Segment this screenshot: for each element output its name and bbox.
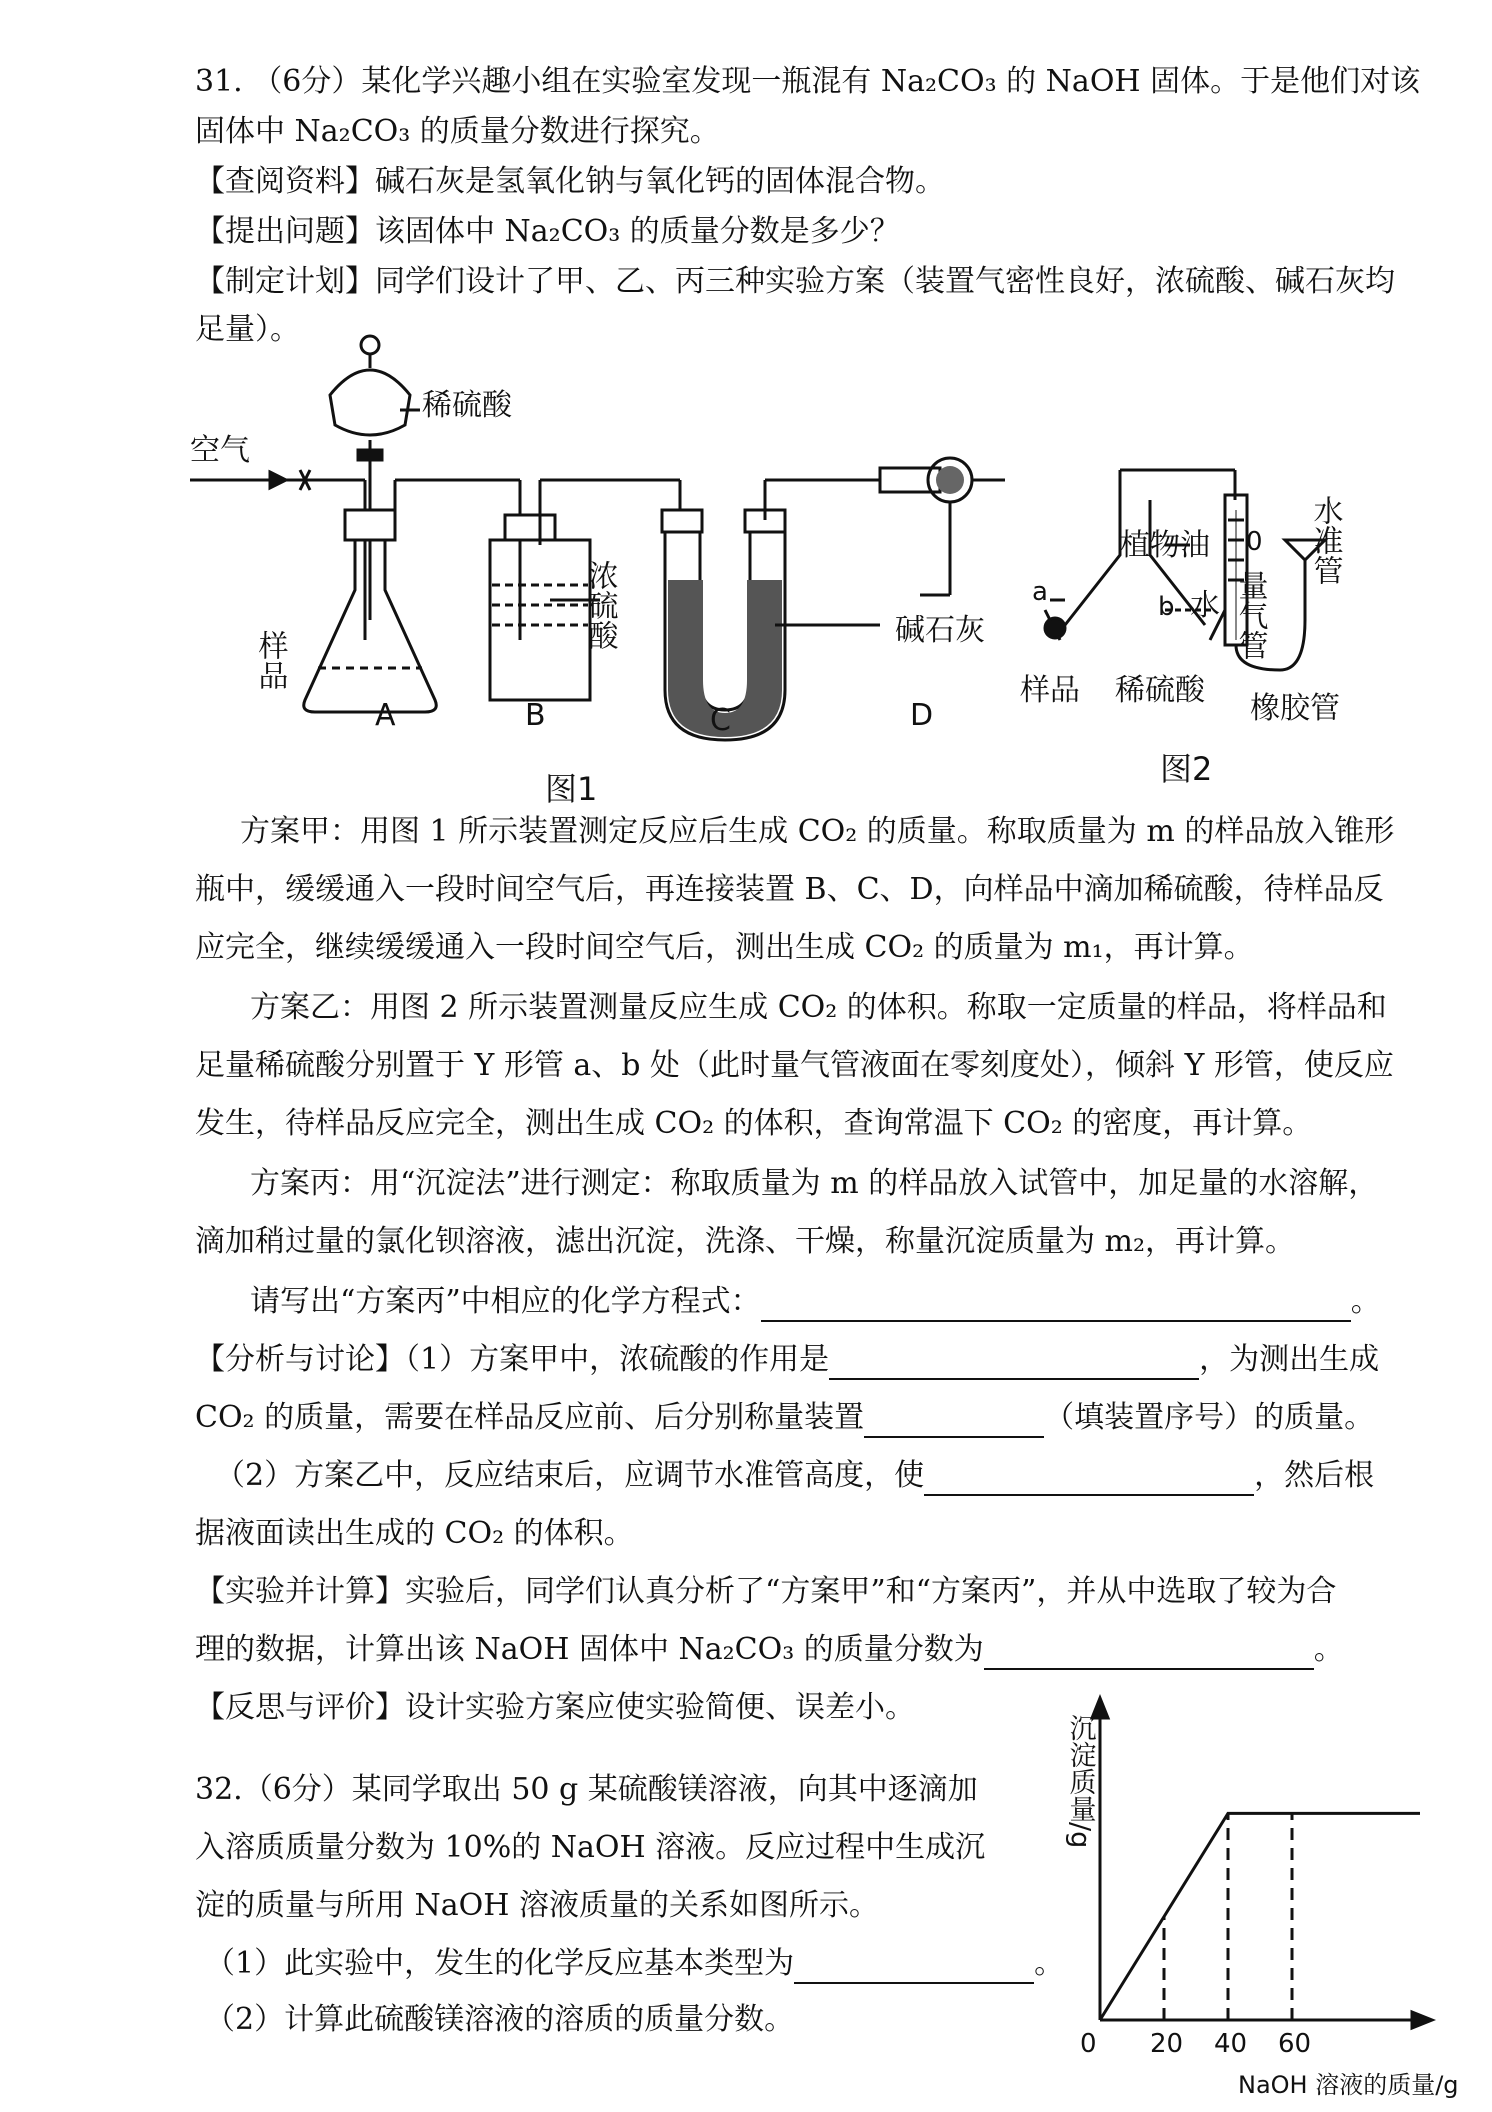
- discussion-1-text-b: ，为测出生成: [1199, 1342, 1380, 1377]
- label-A: A: [375, 698, 396, 733]
- x-axis-arrow: [1412, 2012, 1432, 2028]
- q31-line-6: 足量）。: [195, 312, 300, 347]
- q32-part-2: （2）计算此硫酸镁溶液的溶质的质量分数。: [205, 2002, 795, 2037]
- calc-line-1: 【实验并计算】实验后，同学们认真分析了“方案甲”和“方案丙”，并从中选取了较为合: [195, 1574, 1337, 1609]
- label-dilute-acid: 稀硫酸: [422, 388, 512, 423]
- x-axis-label: NaOH 溶液的质量/g: [1238, 2071, 1459, 2099]
- q31-line-5: 【制定计划】同学们设计了甲、乙、丙三种实验方案（装置气密性良好，浓硫酸、碱石灰均: [195, 264, 1395, 299]
- label-air: 空气: [190, 433, 250, 468]
- level-condition-blank[interactable]: [924, 1462, 1254, 1496]
- label-sample-fig2: 样品: [1020, 673, 1080, 708]
- label-oil: 植物油: [1120, 528, 1210, 563]
- label-gas-tube: 量气管: [1232, 570, 1268, 660]
- q31-line-4: 【提出问题】该固体中 Na₂CO₃ 的质量分数是多少？: [195, 214, 900, 249]
- label-level-tube: 水准管: [1307, 495, 1343, 585]
- equation-answer-blank[interactable]: [761, 1288, 1351, 1322]
- plan-a-line-2: 瓶中，缓缓通入一段时间空气后，再连接装置 B、C、D，向样品中滴加稀硫酸，待样品反: [195, 872, 1384, 907]
- discussion-1-text-a: 【分析与讨论】（1）方案甲中，浓硫酸的作用是: [195, 1342, 830, 1377]
- equation-prompt: 请写出“方案丙”中相应的化学方程式：: [250, 1284, 761, 1319]
- precipitate-chart: [1060, 1690, 1490, 2100]
- calc-period: 。: [1313, 1632, 1344, 1667]
- mass-fraction-blank[interactable]: [984, 1636, 1314, 1670]
- label-rubber: 橡胶管: [1250, 691, 1340, 726]
- label-water: 水: [1190, 588, 1220, 623]
- plan-a-line-3: 应完全，继续缓缓通入一段时间空气后，测出生成 CO₂ 的质量为 m₁，再计算。: [195, 930, 1254, 965]
- q31-line-1: 31. （6分）某化学兴趣小组在实验室发现一瓶混有 Na₂CO₃ 的 NaOH 固体。于是他们对该: [195, 64, 1421, 99]
- label-b: b: [1158, 592, 1175, 622]
- q32-line-3: 淀的质量与所用 NaOH 溶液质量的关系如图所示。: [195, 1888, 879, 1923]
- plan-a-line-1: 方案甲：用图 1 所示装置测定反应后生成 CO₂ 的质量。称取质量为 m 的样品放入锥形: [240, 814, 1395, 849]
- apparatus-figure: [0, 0, 1492, 820]
- calc-text: 理的数据，计算出该 NaOH 固体中 Na₂CO₃ 的质量分数为: [195, 1632, 984, 1667]
- caption-fig2: 图2: [1160, 750, 1213, 788]
- discussion-1-text-d: （填装置序号）的质量。: [1044, 1400, 1375, 1435]
- plan-c-line-1: 方案丙：用“沉淀法”进行测定：称取质量为 m 的样品放入试管中，加足量的水溶解，: [250, 1166, 1379, 1201]
- q32-part-1: [205, 1944, 1064, 1984]
- q32-part-1-text: （1）此实验中，发生的化学反应基本类型为: [205, 1946, 795, 1981]
- label-sample-a: 样品: [252, 630, 288, 690]
- label-soda-lime: 碱石灰: [895, 613, 985, 648]
- label-acid-fig2: 稀硫酸: [1115, 673, 1205, 708]
- plan-b-line-3: 发生，待样品反应完全，测出生成 CO₂ 的体积，查询常温下 CO₂ 的密度，再计算。: [195, 1106, 1313, 1141]
- discussion-2-text-b: ，然后根: [1254, 1458, 1375, 1493]
- discussion-2-text-a: （2）方案乙中，反应结束后，应调节水准管高度，使: [215, 1458, 925, 1493]
- label-B: B: [525, 698, 546, 733]
- x-tick-60: 60: [1278, 2029, 1312, 2059]
- caption-fig1: 图1: [545, 770, 598, 808]
- q32-part-1-period: 。: [1034, 1946, 1065, 1981]
- y-axis-label: 沉淀质量/g: [1064, 1714, 1096, 1849]
- label-zero: 0: [1246, 527, 1263, 557]
- label-C: C: [710, 703, 731, 738]
- equation-period: 。: [1350, 1284, 1381, 1319]
- reaction-type-blank[interactable]: [794, 1950, 1034, 1984]
- q31-line-3: 【查阅资料】碱石灰是氢氧化钠与氧化钙的固体混合物。: [195, 164, 945, 199]
- plan-c-line-2: 滴加稍过量的氯化钡溶液，滤出沉淀，洗涤、干燥，称量沉淀质量为 m₂，再计算。: [195, 1224, 1296, 1259]
- discussion-1-text-c: CO₂ 的质量，需要在样品反应前、后分别称量装置: [195, 1400, 865, 1435]
- origin-label: 0: [1080, 2029, 1097, 2059]
- discussion-2-line-1: [215, 1456, 1374, 1496]
- label-a: a: [1032, 577, 1048, 607]
- x-tick-40: 40: [1214, 2029, 1248, 2059]
- device-number-blank[interactable]: [864, 1404, 1044, 1438]
- plan-b-line-2: 足量稀硫酸分别置于 Y 形管 a、b 处（此时量气管液面在零刻度处），倾斜 Y 形管，使反应: [195, 1048, 1394, 1083]
- discussion-1-line-1: [195, 1340, 1379, 1380]
- q31-line-2: 固体中 Na₂CO₃ 的质量分数进行探究。: [195, 114, 720, 149]
- equation-question: [250, 1282, 1381, 1322]
- discussion-1-line-2: [195, 1398, 1374, 1438]
- plan-b-line-1: 方案乙：用图 2 所示装置测量反应生成 CO₂ 的体积。称取一定质量的样品，将样品和: [250, 990, 1387, 1025]
- discussion-2-line-2: 据液面读出生成的 CO₂ 的体积。: [195, 1516, 634, 1551]
- conc-acid-role-blank[interactable]: [829, 1346, 1199, 1380]
- calc-line-2: [195, 1630, 1344, 1670]
- q32-line-1: 32.（6分）某同学取出 50 g 某硫酸镁溶液，向其中逐滴加: [195, 1772, 978, 1807]
- x-tick-20: 20: [1150, 2029, 1184, 2059]
- label-D: D: [910, 698, 934, 733]
- label-conc-acid: 浓硫酸: [582, 560, 618, 650]
- q32-line-2: 入溶质质量分数为 10%的 NaOH 溶液。反应过程中生成沉: [195, 1830, 986, 1865]
- reflection-line: 【反思与评价】设计实验方案应使实验简便、误差小。: [195, 1690, 915, 1725]
- data-line: [1100, 1813, 1420, 2020]
